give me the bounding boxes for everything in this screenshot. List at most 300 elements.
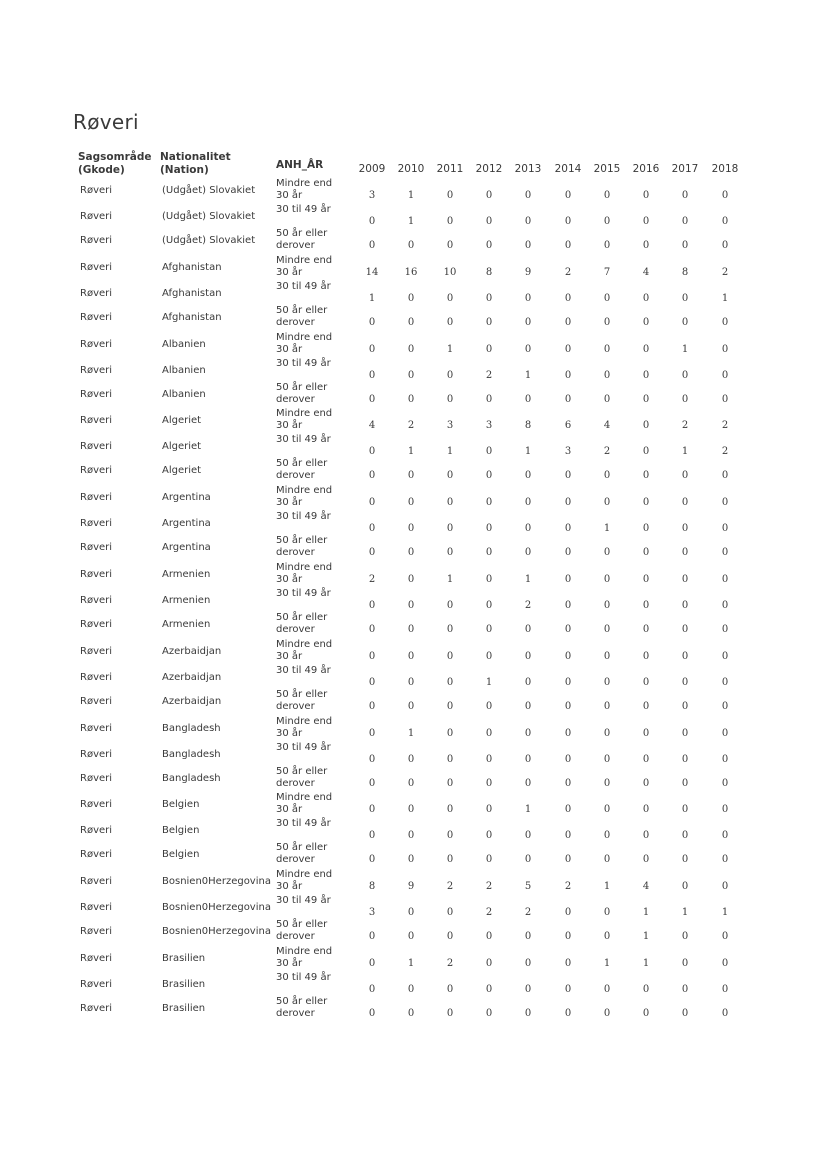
table-row: [0, 688, 828, 722]
cell-value-2018: 0: [721, 574, 729, 585]
table-row: [0, 511, 828, 544]
year-header-2018: 2018: [711, 163, 739, 175]
cell-value-2015: 0: [603, 393, 611, 405]
cell-value-2017: 0: [681, 369, 689, 381]
cell-value-2015: 0: [603, 830, 611, 842]
cell-value-2010: 0: [407, 523, 415, 535]
cell-value-2018: 2: [721, 266, 729, 278]
cell-value-2010: 0: [407, 292, 415, 304]
cell-value-2011: 0: [446, 727, 454, 739]
cell-value-2016: 0: [642, 497, 650, 509]
cell-value-2009: 0: [368, 931, 376, 943]
cell-nationalitet: Algeriet: [162, 415, 202, 427]
cell-value-2018: 0: [721, 1008, 729, 1019]
cell-value-2009: 3: [368, 907, 376, 919]
cell-value-2015: 0: [603, 292, 611, 304]
cell-value-2015: 0: [603, 216, 611, 227]
cell-value-2015: 0: [603, 676, 611, 688]
cell-value-2013: 0: [524, 753, 532, 765]
cell-value-2010: 1: [407, 216, 415, 227]
cell-value-2018: 0: [721, 881, 729, 893]
cell-value-2013: 0: [524, 190, 532, 201]
cell-value-2011: 0: [446, 854, 454, 866]
cell-value-2012: 0: [485, 854, 493, 866]
cell-anh-aar: 30 til 49 år: [276, 895, 331, 907]
cell-value-2016: 0: [642, 804, 650, 816]
cell-value-2010: 0: [407, 497, 415, 509]
cell-nationalitet: Bangladesh: [162, 748, 221, 760]
cell-value-2011: 0: [446, 216, 454, 227]
cell-anh-aar: 50 år eller derover: [276, 304, 328, 328]
cell-value-2009: 0: [368, 216, 376, 227]
cell-value-2010: 0: [407, 753, 415, 765]
cell-value-2010: 0: [407, 1008, 415, 1019]
cell-value-2010: 0: [407, 676, 415, 688]
cell-value-2011: 2: [446, 881, 454, 893]
cell-nationalitet: Armenien: [162, 569, 211, 580]
cell-value-2014: 0: [564, 931, 572, 943]
cell-value-2012: 0: [485, 574, 493, 585]
cell-value-2016: 0: [642, 470, 650, 482]
cell-nationalitet: Afghanistan: [162, 287, 222, 299]
cell-value-2009: 0: [368, 676, 376, 688]
cell-value-2014: 0: [564, 624, 572, 635]
cell-nationalitet: (Udgået) Slovakiet: [162, 211, 256, 222]
cell-value-2009: 0: [368, 1008, 376, 1019]
cell-value-2009: 0: [368, 700, 376, 712]
header-nationalitet: Nationalitet (Nation): [160, 151, 231, 176]
cell-value-2011: 0: [446, 753, 454, 765]
cell-value-2017: 0: [681, 830, 689, 842]
cell-nationalitet: Argentina: [162, 518, 211, 530]
cell-nationalitet: Brasilien: [162, 1003, 206, 1014]
cell-sagsomraade: Røveri: [80, 748, 113, 760]
cell-value-2009: 0: [368, 600, 376, 611]
cell-value-2018: 0: [721, 600, 729, 611]
cell-value-2011: 0: [446, 393, 454, 405]
cell-value-2016: 1: [642, 931, 650, 943]
cell-nationalitet: Azerbaidjan: [162, 671, 222, 683]
cell-value-2018: 0: [721, 804, 729, 816]
table-row: [0, 996, 828, 1029]
cell-value-2011: 0: [446, 190, 454, 201]
cell-value-2011: 0: [446, 316, 454, 328]
cell-value-2011: 0: [446, 830, 454, 842]
cell-value-2012: 2: [485, 907, 493, 919]
cell-sagsomraade: Røveri: [80, 619, 113, 630]
cell-nationalitet: Bosnien0Herzegovina: [162, 876, 271, 888]
cell-value-2014: 0: [564, 547, 572, 559]
table-row: [0, 408, 828, 441]
cell-value-2016: 0: [642, 777, 650, 789]
cell-value-2018: 0: [721, 216, 729, 227]
cell-value-2016: 0: [642, 984, 650, 995]
cell-sagsomraade: Røveri: [80, 979, 113, 990]
cell-value-2017: 0: [681, 958, 689, 969]
cell-value-2013: 0: [524, 676, 532, 688]
cell-nationalitet: Albanien: [162, 338, 206, 350]
cell-value-2017: 0: [681, 881, 689, 893]
cell-value-2018: 0: [721, 931, 729, 943]
cell-value-2014: 2: [564, 881, 572, 893]
cell-value-2016: 0: [642, 650, 650, 662]
cell-value-2014: 0: [564, 958, 572, 969]
table-row: [0, 204, 828, 237]
cell-value-2009: 0: [368, 753, 376, 765]
cell-value-2009: 0: [368, 369, 376, 381]
cell-value-2009: 0: [368, 470, 376, 482]
cell-sagsomraade: Røveri: [80, 671, 113, 683]
year-header-2013: 2013: [514, 163, 542, 175]
cell-value-2013: 1: [524, 369, 532, 381]
cell-value-2018: 0: [721, 727, 729, 739]
cell-value-2010: 0: [407, 984, 415, 995]
cell-value-2015: 0: [603, 931, 611, 943]
cell-value-2017: 0: [681, 854, 689, 866]
cell-nationalitet: Armenien: [162, 619, 211, 630]
cell-nationalitet: Bangladesh: [162, 772, 221, 784]
cell-value-2013: 8: [524, 420, 532, 432]
cell-value-2009: 0: [368, 547, 376, 559]
header-sagsomraade: Sagsområde (Gkode): [78, 151, 152, 176]
cell-value-2009: 0: [368, 958, 376, 969]
cell-value-2015: 0: [603, 984, 611, 995]
cell-value-2009: 1: [368, 292, 376, 304]
cell-value-2009: 0: [368, 830, 376, 842]
cell-value-2012: 0: [485, 624, 493, 635]
cell-value-2011: 0: [446, 676, 454, 688]
cell-anh-aar: 50 år eller derover: [276, 765, 328, 789]
header-anh-aar: ANH_ÅR: [276, 159, 324, 171]
cell-value-2012: 0: [485, 240, 493, 251]
year-header-2016: 2016: [632, 163, 660, 175]
cell-value-2009: 0: [368, 523, 376, 535]
cell-value-2010: 0: [407, 470, 415, 482]
cell-value-2012: 0: [485, 316, 493, 328]
cell-value-2011: 0: [446, 547, 454, 559]
cell-value-2009: 0: [368, 777, 376, 789]
cell-value-2012: 0: [485, 777, 493, 789]
cell-value-2013: 0: [524, 470, 532, 482]
cell-value-2014: 0: [564, 650, 572, 662]
table-row: [0, 972, 828, 1005]
cell-value-2013: 0: [524, 854, 532, 866]
cell-value-2016: 0: [642, 420, 650, 432]
cell-value-2017: 0: [681, 497, 689, 509]
cell-nationalitet: Bangladesh: [162, 722, 221, 734]
cell-value-2015: 1: [603, 958, 611, 969]
cell-value-2018: 0: [721, 958, 729, 969]
cell-anh-aar: 30 til 49 år: [276, 434, 331, 446]
cell-value-2018: 0: [721, 624, 729, 635]
cell-anh-aar: 50 år eller derover: [276, 996, 328, 1019]
cell-value-2016: 0: [642, 854, 650, 866]
table-row: [0, 612, 828, 645]
cell-sagsomraade: Røveri: [80, 185, 113, 196]
cell-value-2017: 1: [681, 343, 689, 355]
table-row: [0, 842, 828, 875]
cell-value-2015: 1: [603, 881, 611, 893]
cell-value-2014: 6: [564, 420, 572, 432]
cell-nationalitet: (Udgået) Slovakiet: [162, 235, 256, 246]
cell-value-2012: 0: [485, 984, 493, 995]
cell-sagsomraade: Røveri: [80, 311, 113, 323]
cell-value-2017: 0: [681, 624, 689, 635]
cell-anh-aar: 30 til 49 år: [276, 511, 331, 523]
cell-value-2013: 0: [524, 497, 532, 509]
cell-anh-aar: 30 til 49 år: [276, 972, 331, 983]
cell-value-2010: 0: [407, 777, 415, 789]
cell-anh-aar: 50 år eller derover: [276, 842, 328, 866]
cell-value-2018: 0: [721, 240, 729, 251]
cell-anh-aar: 30 til 49 år: [276, 818, 331, 830]
cell-value-2017: 8: [681, 266, 689, 278]
cell-value-2013: 1: [524, 574, 532, 585]
cell-value-2017: 0: [681, 574, 689, 585]
cell-value-2014: 0: [564, 700, 572, 712]
cell-value-2014: 0: [564, 600, 572, 611]
cell-value-2016: 0: [642, 292, 650, 304]
cell-value-2012: 0: [485, 470, 493, 482]
cell-value-2013: 0: [524, 523, 532, 535]
cell-value-2017: 1: [681, 446, 689, 458]
cell-value-2014: 0: [564, 777, 572, 789]
cell-value-2018: 2: [721, 420, 729, 432]
cell-anh-aar: 30 til 49 år: [276, 664, 331, 676]
cell-sagsomraade: Røveri: [80, 645, 113, 657]
cell-value-2017: 0: [681, 470, 689, 482]
cell-value-2018: 0: [721, 700, 729, 712]
cell-value-2012: 0: [485, 727, 493, 739]
cell-value-2013: 0: [524, 931, 532, 943]
cell-value-2012: 2: [485, 881, 493, 893]
cell-value-2014: 0: [564, 497, 572, 509]
cell-value-2010: 0: [407, 343, 415, 355]
cell-anh-aar: Mindre end 30 år: [276, 331, 333, 355]
cell-value-2012: 0: [485, 1008, 493, 1019]
cell-sagsomraade: Røveri: [80, 772, 113, 784]
cell-value-2017: 0: [681, 190, 689, 201]
cell-value-2015: 0: [603, 753, 611, 765]
cell-value-2016: 0: [642, 316, 650, 328]
cell-value-2016: 0: [642, 393, 650, 405]
cell-value-2011: 0: [446, 907, 454, 919]
cell-value-2015: 0: [603, 547, 611, 559]
table-row: [0, 818, 828, 851]
cell-sagsomraade: Røveri: [80, 595, 113, 606]
cell-value-2015: 4: [603, 420, 611, 432]
cell-anh-aar: Mindre end 30 år: [276, 178, 333, 201]
cell-value-2018: 0: [721, 497, 729, 509]
cell-value-2009: 0: [368, 497, 376, 509]
year-header-2012: 2012: [475, 163, 503, 175]
cell-value-2012: 0: [485, 830, 493, 842]
table-row: [0, 664, 828, 698]
table-row: [0, 715, 828, 749]
cell-value-2015: 0: [603, 624, 611, 635]
cell-value-2010: 9: [407, 881, 415, 893]
cell-sagsomraade: Røveri: [80, 722, 113, 734]
cell-value-2013: 0: [524, 700, 532, 712]
cell-value-2010: 0: [407, 624, 415, 635]
cell-value-2017: 0: [681, 216, 689, 227]
cell-value-2016: 0: [642, 753, 650, 765]
cell-value-2016: 0: [642, 600, 650, 611]
cell-value-2015: 0: [603, 343, 611, 355]
table-row: [0, 765, 828, 799]
table-row: [0, 228, 828, 261]
cell-value-2013: 9: [524, 266, 532, 278]
cell-value-2018: 0: [721, 190, 729, 201]
cell-sagsomraade: Røveri: [80, 388, 113, 400]
cell-value-2013: 0: [524, 727, 532, 739]
cell-value-2017: 1: [681, 907, 689, 919]
cell-value-2017: 0: [681, 547, 689, 559]
table-row: [0, 331, 828, 365]
cell-value-2016: 1: [642, 958, 650, 969]
cell-value-2014: 0: [564, 804, 572, 816]
cell-value-2012: 0: [485, 547, 493, 559]
page-title: Røveri: [73, 110, 139, 134]
cell-value-2015: 0: [603, 369, 611, 381]
cell-sagsomraade: Røveri: [80, 825, 113, 837]
cell-value-2014: 3: [564, 446, 572, 458]
cell-value-2015: 2: [603, 446, 611, 458]
cell-value-2013: 5: [524, 881, 532, 893]
cell-value-2014: 0: [564, 830, 572, 842]
cell-value-2012: 0: [485, 600, 493, 611]
cell-sagsomraade: Røveri: [80, 518, 113, 530]
cell-value-2013: 2: [524, 907, 532, 919]
cell-value-2013: 1: [524, 804, 532, 816]
cell-nationalitet: (Udgået) Slovakiet: [162, 185, 256, 196]
cell-value-2017: 0: [681, 984, 689, 995]
year-header-2010: 2010: [397, 163, 425, 175]
cell-value-2012: 0: [485, 343, 493, 355]
cell-value-2013: 0: [524, 547, 532, 559]
cell-value-2014: 0: [564, 240, 572, 251]
cell-value-2010: 0: [407, 393, 415, 405]
cell-value-2009: 4: [368, 420, 376, 432]
cell-anh-aar: 30 til 49 år: [276, 280, 331, 292]
cell-value-2009: 2: [368, 574, 376, 585]
cell-value-2009: 0: [368, 650, 376, 662]
cell-value-2015: 1: [603, 523, 611, 535]
cell-value-2014: 0: [564, 216, 572, 227]
year-header-2009: 2009: [358, 163, 386, 175]
cell-value-2012: 0: [485, 650, 493, 662]
cell-sagsomraade: Røveri: [80, 465, 113, 477]
cell-value-2018: 0: [721, 650, 729, 662]
cell-value-2011: 0: [446, 650, 454, 662]
cell-value-2011: 1: [446, 574, 454, 585]
cell-anh-aar: Mindre end 30 år: [276, 638, 333, 662]
cell-value-2010: 0: [407, 600, 415, 611]
cell-value-2017: 0: [681, 240, 689, 251]
cell-nationalitet: Afghanistan: [162, 311, 222, 323]
cell-anh-aar: 30 til 49 år: [276, 204, 331, 215]
cell-value-2014: 0: [564, 727, 572, 739]
cell-anh-aar: 50 år eller derover: [276, 458, 328, 482]
cell-nationalitet: Albanien: [162, 364, 206, 376]
cell-value-2015: 0: [603, 316, 611, 328]
cell-sagsomraade: Røveri: [80, 799, 113, 811]
cell-value-2012: 0: [485, 190, 493, 201]
cell-value-2011: 0: [446, 777, 454, 789]
cell-value-2010: 0: [407, 316, 415, 328]
cell-value-2017: 0: [681, 777, 689, 789]
cell-value-2011: 0: [446, 624, 454, 635]
cell-value-2012: 0: [485, 804, 493, 816]
cell-value-2011: 0: [446, 1008, 454, 1019]
table-row: [0, 919, 828, 952]
cell-sagsomraade: Røveri: [80, 926, 113, 938]
cell-value-2011: 0: [446, 931, 454, 943]
cell-value-2010: 1: [407, 190, 415, 201]
cell-anh-aar: 50 år eller derover: [276, 381, 328, 405]
cell-value-2017: 0: [681, 931, 689, 943]
cell-value-2014: 0: [564, 393, 572, 405]
cell-sagsomraade: Røveri: [80, 695, 113, 707]
cell-nationalitet: Afghanistan: [162, 261, 222, 273]
cell-value-2017: 0: [681, 523, 689, 535]
cell-value-2011: 0: [446, 600, 454, 611]
cell-value-2011: 0: [446, 700, 454, 712]
cell-sagsomraade: Røveri: [80, 849, 113, 861]
cell-value-2010: 0: [407, 369, 415, 381]
cell-value-2015: 0: [603, 574, 611, 585]
cell-value-2012: 0: [485, 497, 493, 509]
cell-value-2014: 0: [564, 316, 572, 328]
table-row: [0, 638, 828, 672]
cell-value-2017: 0: [681, 727, 689, 739]
table-row: [0, 895, 828, 928]
cell-value-2015: 0: [603, 600, 611, 611]
cell-sagsomraade: Røveri: [80, 211, 113, 222]
cell-value-2015: 0: [603, 727, 611, 739]
table-row: [0, 588, 828, 621]
cell-value-2016: 0: [642, 830, 650, 842]
cell-value-2012: 0: [485, 393, 493, 405]
cell-value-2015: 0: [603, 470, 611, 482]
cell-value-2013: 0: [524, 624, 532, 635]
year-header-2014: 2014: [554, 163, 582, 175]
year-header-2017: 2017: [671, 163, 699, 175]
cell-value-2014: 0: [564, 753, 572, 765]
table-row: [0, 178, 828, 211]
cell-nationalitet: Algeriet: [162, 441, 202, 453]
cell-value-2017: 0: [681, 393, 689, 405]
cell-value-2011: 0: [446, 369, 454, 381]
cell-value-2018: 0: [721, 393, 729, 405]
cell-value-2011: 0: [446, 470, 454, 482]
cell-value-2016: 0: [642, 547, 650, 559]
cell-value-2015: 0: [603, 854, 611, 866]
cell-sagsomraade: Røveri: [80, 876, 113, 888]
cell-anh-aar: Mindre end 30 år: [276, 869, 333, 893]
cell-anh-aar: 50 år eller derover: [276, 919, 328, 943]
cell-value-2017: 0: [681, 1008, 689, 1019]
cell-value-2016: 4: [642, 881, 650, 893]
cell-value-2014: 0: [564, 574, 572, 585]
cell-value-2012: 0: [485, 931, 493, 943]
cell-value-2011: 0: [446, 804, 454, 816]
cell-value-2012: 0: [485, 753, 493, 765]
cell-value-2014: 0: [564, 190, 572, 201]
cell-value-2009: 0: [368, 727, 376, 739]
cell-value-2009: 14: [365, 266, 379, 278]
cell-value-2018: 0: [721, 777, 729, 789]
